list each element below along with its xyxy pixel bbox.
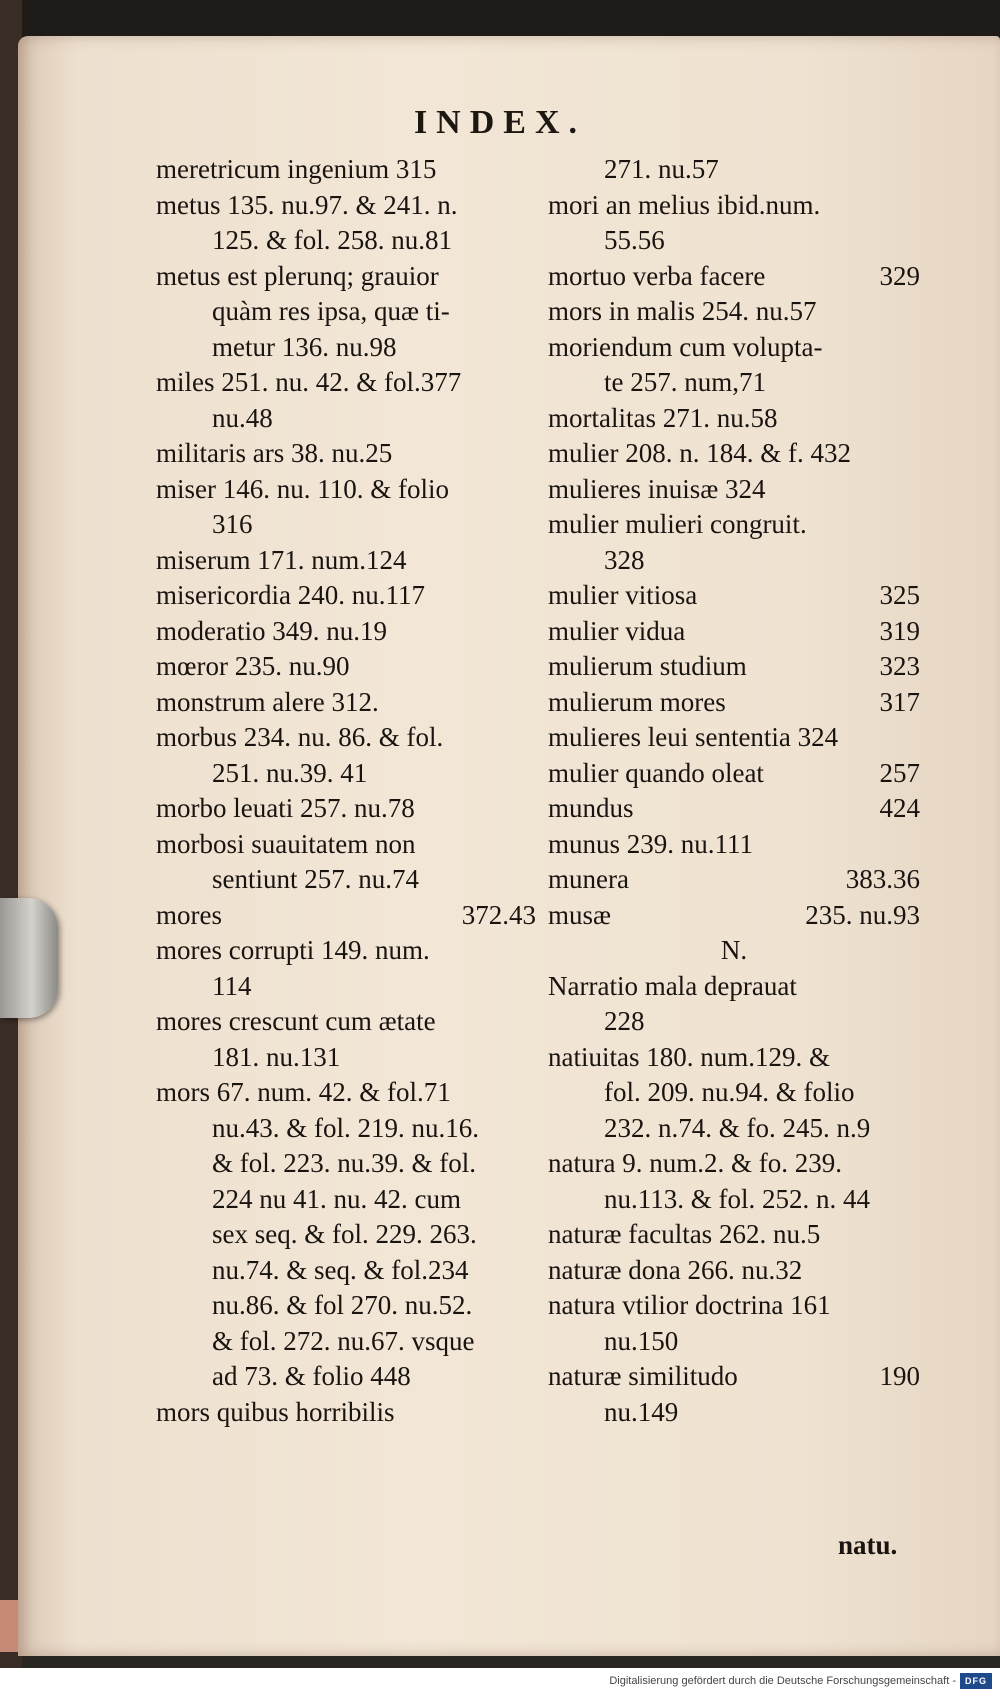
index-entry-page-number: 319 — [879, 615, 920, 646]
index-entry — [548, 152, 920, 188]
index-entry-text: N. — [720, 935, 748, 965]
index-entry — [548, 720, 920, 756]
index-entry-text: mores — [156, 899, 222, 930]
index-entry-text: mortalitas 271. nu.58 — [548, 402, 778, 433]
index-entry — [548, 543, 920, 579]
index-entry — [548, 614, 920, 650]
index-entry — [156, 1253, 536, 1289]
index-entry — [156, 862, 536, 898]
index-entry-text: 232. n.74. & fo. 245. n.9 — [604, 1112, 871, 1143]
index-entry-text: natura vtilior doctrina 161 — [548, 1290, 831, 1320]
index-entry-text: 316 — [212, 509, 253, 539]
index-entry-text: naturæ facultas 262. nu.5 — [548, 1219, 821, 1249]
index-entry — [156, 294, 536, 330]
index-entry-text: miles 251. nu. 42. & fol.377 — [156, 367, 462, 397]
index-entry-text: fol. 209. nu.94. & folio — [604, 1077, 855, 1107]
index-entry-page-number: 329 — [879, 260, 920, 291]
index-entry — [548, 1182, 920, 1218]
index-entry-page-number: 190 — [879, 1361, 920, 1391]
index-entry-text: 181. nu.131 — [212, 1041, 341, 1072]
index-entry — [548, 188, 920, 224]
index-entry — [156, 507, 536, 543]
index-entry — [548, 969, 920, 1005]
index-entry — [156, 969, 536, 1005]
index-entry-text: mulier mulieri congruit. — [548, 509, 807, 539]
index-entry-text: 228 — [604, 1006, 645, 1036]
index-entry-text: 114 — [212, 970, 252, 1001]
index-entry-text: nu.149 — [604, 1396, 679, 1427]
index-entry — [548, 827, 920, 863]
index-entry — [156, 1395, 536, 1431]
index-entry-page-number: 323 — [879, 651, 920, 681]
index-entry-text: mœror 235. nu.90 — [156, 651, 350, 681]
index-entry — [156, 436, 536, 472]
index-entry — [548, 259, 920, 295]
index-entry — [156, 614, 536, 650]
index-entry-page-number: 424 — [879, 793, 920, 823]
index-entry — [156, 223, 536, 259]
index-entry — [548, 933, 920, 969]
index-entry — [156, 1288, 536, 1324]
index-entry — [156, 1324, 536, 1360]
index-entry-text: 251. nu.39. 41 — [212, 757, 368, 788]
page-clip-holder — [0, 898, 58, 1018]
index-entry-text: mulier vitiosa — [548, 580, 698, 610]
index-entry-text: mores corrupti 149. num. — [156, 935, 430, 965]
index-entry-text: mundus — [548, 793, 634, 823]
index-entry-text: mores crescunt cum ætate — [156, 1006, 436, 1036]
index-entry — [156, 1182, 536, 1218]
index-entry-text: 328 — [604, 544, 645, 575]
index-entry-text: 224 nu 41. nu. 42. cum — [212, 1183, 461, 1214]
index-entry — [548, 223, 920, 259]
index-entry — [156, 330, 536, 366]
index-entry-text: sex seq. & fol. 229. 263. — [212, 1219, 477, 1249]
index-entry — [548, 1111, 920, 1147]
index-entry-text: nu.86. & fol 270. nu.52. — [212, 1290, 473, 1320]
index-entry — [156, 720, 536, 756]
index-entry-text: nu.113. & fol. 252. n. 44 — [604, 1183, 870, 1214]
index-entry-text: morbosi suauitatem non — [156, 828, 416, 859]
index-entry-text: naturæ similitudo — [548, 1361, 738, 1391]
dfg-logo: DFG — [960, 1673, 992, 1689]
index-entry-text: sentiunt 257. nu.74 — [212, 864, 419, 894]
index-entry-text: munus 239. nu.111 — [548, 828, 754, 859]
index-entry-text: nu.43. & fol. 219. nu.16. — [212, 1112, 479, 1143]
index-entry-text: nu.48 — [212, 402, 273, 433]
index-entry-text: mulierum mores — [548, 686, 726, 717]
index-entry — [548, 898, 920, 934]
index-entry-text: mulieres leui sententia 324 — [548, 722, 839, 752]
index-entry — [156, 898, 536, 934]
index-entry-text: monstrum alere 312. — [156, 686, 379, 717]
index-entry-text: mulier 208. n. 184. & f. 432 — [548, 438, 851, 468]
index-entry-text: 125. & fol. 258. nu.81 — [212, 225, 452, 255]
index-entry-text: & fol. 272. nu.67. vsque — [212, 1325, 475, 1356]
index-entry-text: & fol. 223. nu.39. & fol. — [212, 1148, 476, 1178]
index-entry — [156, 365, 536, 401]
index-entry — [156, 685, 536, 721]
index-entry-text: mulier vidua — [548, 615, 686, 646]
page-header: INDEX. — [413, 104, 587, 141]
index-entry-page-number: 372.43 — [461, 899, 536, 930]
index-entry — [156, 649, 536, 685]
index-entry-text: quàm res ipsa, quæ ti- — [212, 296, 450, 326]
index-entry — [548, 1288, 920, 1324]
index-entry-text: morbus 234. nu. 86. & fol. — [156, 722, 444, 752]
index-entry — [156, 188, 536, 224]
index-entry — [156, 472, 536, 508]
index-entry-text: meretricum ingenium 315 — [156, 154, 437, 184]
index-entry — [156, 827, 536, 863]
index-entry-text: mortuo verba facere — [548, 260, 766, 291]
index-entry-text: musæ — [548, 899, 612, 930]
index-entry — [548, 1217, 920, 1253]
index-entry-text: Narratio mala deprauat — [548, 970, 797, 1001]
index-entry — [548, 1040, 920, 1076]
index-entry — [156, 1004, 536, 1040]
index-entry-text: mulieres inuisæ 324 — [548, 473, 766, 504]
index-entry — [548, 401, 920, 437]
index-entry — [548, 862, 920, 898]
index-entry-text: 271. nu.57 — [604, 154, 719, 184]
index-entry-page-number: 317 — [879, 686, 920, 717]
index-entry-text: metus 135. nu.97. & 241. n. — [156, 189, 458, 220]
index-entry-text: te 257. num,71 — [604, 367, 766, 397]
index-entry — [548, 1146, 920, 1182]
index-entry-text: nu.74. & seq. & fol.234 — [212, 1254, 469, 1285]
index-entry — [548, 507, 920, 543]
index-entry-text: mors 67. num. 42. & fol.71 — [156, 1077, 451, 1107]
catchword: natu. — [838, 1530, 898, 1560]
index-entry-text: moderatio 349. nu.19 — [156, 615, 387, 646]
index-entry — [156, 543, 536, 579]
index-entry-text: militaris ars 38. nu.25 — [156, 438, 393, 468]
index-entry — [548, 756, 920, 792]
index-entry-text: metus est plerunq; grauior — [156, 260, 439, 291]
index-entry — [548, 1253, 920, 1289]
index-entry-text: natiuitas 180. num.129. & — [548, 1041, 830, 1072]
index-entry — [156, 401, 536, 437]
index-entry — [548, 578, 920, 614]
index-entry-page-number: 235. nu.93 — [805, 899, 920, 930]
index-entry-page-number: 325 — [879, 580, 920, 610]
index-entry — [548, 791, 920, 827]
index-entry — [548, 685, 920, 721]
index-entry-text: metur 136. nu.98 — [212, 331, 397, 362]
index-entry — [548, 1004, 920, 1040]
index-entry — [156, 791, 536, 827]
index-entry-text: mors quibus horribilis — [156, 1396, 395, 1427]
index-entry — [156, 259, 536, 295]
index-entry — [548, 365, 920, 401]
index-entry — [548, 330, 920, 366]
index-entry — [548, 436, 920, 472]
funding-credit: Digitalisierung gefördert durch die Deutsche Forschungsgemeinschaft - — [609, 1675, 956, 1687]
index-entry-text: munera — [548, 864, 629, 894]
index-entry-page-number: 257 — [879, 757, 920, 788]
index-entry — [548, 1075, 920, 1111]
index-entry-text: natura 9. num.2. & fo. 239. — [548, 1148, 842, 1178]
index-entry — [156, 1111, 536, 1147]
index-entry — [548, 472, 920, 508]
index-entry — [156, 756, 536, 792]
index-entry-text: mulierum studium — [548, 651, 747, 681]
index-entry — [156, 152, 536, 188]
index-entry — [156, 1075, 536, 1111]
index-column-left — [156, 152, 536, 1430]
index-entry-text: 55.56 — [604, 225, 665, 255]
index-entry-text: miserum 171. num.124 — [156, 544, 407, 575]
index-entry — [548, 294, 920, 330]
index-entry — [156, 1217, 536, 1253]
index-entry — [548, 1395, 920, 1431]
index-entry-page-number: 383.36 — [845, 864, 920, 894]
index-entry-text: mors in malis 254. nu.57 — [548, 296, 817, 326]
index-entry — [156, 933, 536, 969]
index-entry-text: morbo leuati 257. nu.78 — [156, 793, 415, 823]
index-entry-text: moriendum cum volupta- — [548, 331, 823, 362]
index-entry — [156, 1040, 536, 1076]
index-entry-text: mori an melius ibid.num. — [548, 189, 821, 220]
index-entry-text: miser 146. nu. 110. & folio — [156, 473, 449, 504]
index-entry-text: naturæ dona 266. nu.32 — [548, 1254, 803, 1285]
index-entry-text: nu.150 — [604, 1325, 679, 1356]
index-entry — [548, 1324, 920, 1360]
index-entry — [156, 1359, 536, 1395]
index-entry — [156, 578, 536, 614]
index-entry — [548, 1359, 920, 1395]
index-entry — [548, 649, 920, 685]
index-entry-text: ad 73. & folio 448 — [212, 1361, 411, 1391]
index-entry — [156, 1146, 536, 1182]
index-column-right — [548, 152, 920, 1430]
index-entry-text: mulier quando oleat — [548, 757, 764, 788]
index-entry-text: misericordia 240. nu.117 — [156, 580, 425, 610]
